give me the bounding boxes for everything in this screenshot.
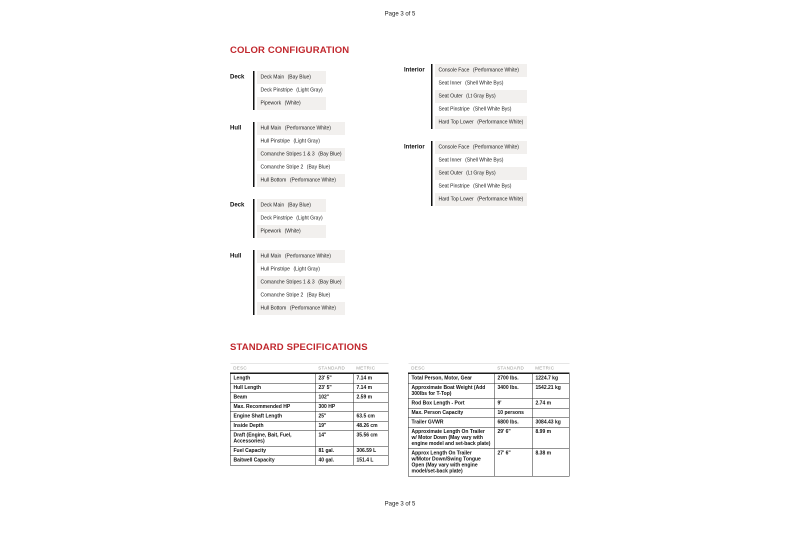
- color-item-list: [257, 122, 345, 187]
- color-item-name: Comanche Stripes 1 & 3: [260, 279, 315, 285]
- color-item: [257, 289, 345, 302]
- spec-desc: Draft (Engine, Bait, Fuel, Accessories): [230, 431, 315, 447]
- spec-row: [408, 449, 569, 477]
- color-item-value: (Performance White): [284, 253, 331, 259]
- spec-metric: 3084.43 kg: [532, 418, 569, 428]
- color-item-value: (Performance White): [472, 67, 519, 73]
- spec-standard: 23' 5": [315, 373, 353, 383]
- spec-desc: Fuel Capacity: [230, 446, 315, 456]
- spec-metric: 8.38 m: [532, 449, 569, 477]
- section-divider-bar: [253, 122, 255, 187]
- color-item-list: [435, 141, 527, 206]
- spec-table-left: [230, 363, 389, 466]
- spec-desc: Baitwell Capacity: [230, 456, 315, 466]
- color-item-name: Hull Pinstripe: [260, 138, 290, 144]
- spec-row: [408, 373, 569, 383]
- color-item-value: (Performance White): [472, 144, 519, 150]
- spec-desc: Length: [230, 373, 315, 383]
- page-number-footer: Page 3 of 5: [384, 500, 416, 507]
- color-item-value: (Performance White): [477, 196, 524, 202]
- color-section-label: Hull: [230, 124, 242, 131]
- color-item-name: Console Face: [438, 67, 470, 73]
- spec-standard: 14": [315, 431, 353, 447]
- color-item-value: (Performance White): [477, 119, 524, 125]
- color-item-value: (Bay Blue): [318, 151, 342, 157]
- spec-metric: 7.14 m: [353, 373, 388, 383]
- col-header-standard: STANDARD: [494, 363, 532, 373]
- color-item-value: (White): [284, 100, 301, 106]
- color-item-name: Deck Pinstripe: [260, 215, 293, 221]
- color-section-hull-1: [230, 122, 345, 187]
- spec-row: [230, 456, 388, 466]
- spec-desc: Max. Person Capacity: [408, 408, 494, 418]
- color-item: [257, 276, 345, 289]
- spec-metric: 306.59 L: [353, 446, 388, 456]
- color-section-label: Deck: [230, 201, 245, 208]
- color-item-value: (Lt Gray Bys): [466, 170, 496, 176]
- section-divider-bar: [253, 250, 255, 315]
- color-item-name: Seat Pinstripe: [438, 183, 470, 189]
- spec-standard: 81 gal.: [315, 446, 353, 456]
- color-item: [257, 148, 345, 161]
- spec-metric: 2.59 m: [353, 393, 388, 403]
- color-section-interior-2: [404, 141, 527, 206]
- spec-standard: 3400 lbs.: [494, 383, 532, 399]
- color-item-name: Deck Main: [260, 202, 285, 208]
- color-item-list: [257, 250, 345, 315]
- spec-standard: 27' 6": [494, 449, 532, 477]
- spec-desc: Trailer GVWR: [408, 418, 494, 428]
- spec-row: [230, 431, 388, 447]
- spec-desc: Beam: [230, 393, 315, 403]
- color-item-list: [257, 71, 326, 110]
- spec-metric: [532, 408, 569, 418]
- color-section-label: Interior: [404, 66, 425, 73]
- spec-row: [408, 383, 569, 399]
- color-item-value: (Light Gray): [296, 215, 323, 221]
- color-item-list: [435, 64, 527, 129]
- spec-header-row: [408, 363, 569, 373]
- color-item-name: Seat Inner: [438, 80, 462, 86]
- col-header-standard: STANDARD: [315, 363, 353, 373]
- spec-row: [408, 408, 569, 418]
- color-item: [257, 225, 326, 238]
- color-item: [257, 212, 326, 225]
- color-item: [435, 90, 527, 103]
- color-item-value: (Lt Gray Bys): [466, 93, 496, 99]
- col-header-metric: METRIC: [532, 363, 569, 373]
- spec-standard: 102": [315, 393, 353, 403]
- color-item: [257, 199, 326, 212]
- spec-metric: 1224.7 kg: [532, 373, 569, 383]
- spec-desc: Approx Length On Trailer w/Motor Down/Swing Tongue Open (May vary with engine model/set-back plate): [408, 449, 494, 477]
- spec-standard: 9': [494, 399, 532, 409]
- spec-desc: Approximate Boat Weight (Add 300lbs for T-Top): [408, 383, 494, 399]
- color-item: [257, 263, 345, 276]
- color-item-value: (Performance White): [289, 305, 336, 311]
- spec-standard: 300 HP: [315, 402, 353, 412]
- spec-standard: 29' 6": [494, 427, 532, 449]
- spec-metric: [353, 402, 388, 412]
- spec-standard: 23' 5": [315, 383, 353, 393]
- color-item-name: Seat Pinstripe: [438, 106, 470, 112]
- color-item-name: Hard Top Lower: [438, 119, 474, 125]
- color-item-value: (Bay Blue): [287, 202, 311, 208]
- spec-metric: 48.26 cm: [353, 421, 388, 431]
- color-item-value: (Performance White): [284, 125, 331, 131]
- color-item-value: (Shell White Bys): [465, 157, 504, 163]
- spec-desc: Total Person, Motor, Gear: [408, 373, 494, 383]
- spec-standard: 19": [315, 421, 353, 431]
- color-item: [257, 174, 345, 187]
- color-item-name: Seat Inner: [438, 157, 462, 163]
- spec-metric: 8.99 m: [532, 427, 569, 449]
- color-item: [257, 97, 326, 110]
- color-item: [257, 71, 326, 84]
- spec-standard: 10 persons: [494, 408, 532, 418]
- color-item: [257, 302, 345, 315]
- color-item-value: (Performance White): [289, 177, 336, 183]
- color-item: [257, 122, 345, 135]
- spec-metric: 2.74 m: [532, 399, 569, 409]
- color-item-name: Comanche Stripe 2: [260, 292, 304, 298]
- color-item-value: (Shell White Bys): [465, 80, 504, 86]
- color-config-left-column: [230, 71, 345, 327]
- spec-metric: 63.5 cm: [353, 412, 388, 422]
- spec-row: [230, 421, 388, 431]
- color-item: [257, 161, 345, 174]
- color-item: [435, 141, 527, 154]
- color-item-value: (Shell White Bys): [473, 106, 512, 112]
- spec-row: [230, 402, 388, 412]
- color-item-name: Deck Pinstripe: [260, 87, 293, 93]
- spec-row: [230, 412, 388, 422]
- color-item-value: (Light Gray): [293, 138, 320, 144]
- spec-row: [408, 399, 569, 409]
- color-item-name: Hull Bottom: [260, 177, 287, 183]
- spec-row: [408, 418, 569, 428]
- color-item-value: (Bay Blue): [287, 74, 311, 80]
- spec-desc: Hull Length: [230, 383, 315, 393]
- color-item-value: (Bay Blue): [306, 164, 331, 170]
- color-section-label: Hull: [230, 252, 242, 259]
- standard-specifications-title: STANDARD SPECIFICATIONS: [230, 342, 368, 353]
- spec-desc: Inside Depth: [230, 421, 315, 431]
- color-item-name: Hull Main: [260, 125, 282, 131]
- spec-desc: Max. Recommended HP: [230, 402, 315, 412]
- color-item-name: Comanche Stripe 2: [260, 164, 304, 170]
- color-section-interior-1: [404, 64, 527, 129]
- section-divider-bar: [431, 141, 433, 206]
- color-section-deck-1: [230, 71, 345, 110]
- spec-metric: 1542.21 kg: [532, 383, 569, 399]
- color-item: [257, 84, 326, 97]
- spec-row: [230, 373, 388, 383]
- color-item-name: Hull Bottom: [260, 305, 287, 311]
- page-number-header: Page 3 of 5: [384, 10, 416, 17]
- color-item-value: (Bay Blue): [318, 279, 342, 285]
- color-item-name: Hull Main: [260, 253, 282, 259]
- color-item-name: Hard Top Lower: [438, 196, 474, 202]
- color-section-label: Interior: [404, 143, 425, 150]
- spec-standard: 2700 lbs.: [494, 373, 532, 383]
- spec-row: [230, 446, 388, 456]
- color-item-name: Deck Main: [260, 74, 285, 80]
- section-divider-bar: [253, 199, 255, 238]
- color-item-name: Hull Pinstripe: [260, 266, 290, 272]
- spec-metric: 35.56 cm: [353, 431, 388, 447]
- color-item-value: (Light Gray): [293, 266, 320, 272]
- spec-row: [408, 427, 569, 449]
- color-item-list: [257, 199, 326, 238]
- color-item: [435, 167, 527, 180]
- color-item-name: Pipework: [260, 100, 282, 106]
- color-item-value: (Bay Blue): [306, 292, 331, 298]
- color-item: [435, 64, 527, 77]
- color-item-value: (Light Gray): [296, 87, 323, 93]
- section-divider-bar: [253, 71, 255, 110]
- color-item: [257, 250, 345, 263]
- color-item: [435, 77, 527, 90]
- color-section-hull-2: [230, 250, 345, 315]
- spec-desc: Rod Box Length - Port: [408, 399, 494, 409]
- color-configuration-title: COLOR CONFIGURATION: [230, 45, 350, 56]
- section-divider-bar: [431, 64, 433, 129]
- color-item-name: Seat Outer: [438, 170, 463, 176]
- col-header-desc: DESC: [408, 363, 494, 373]
- spec-row: [230, 393, 388, 403]
- color-item-name: Comanche Stripes 1 & 3: [260, 151, 315, 157]
- color-item: [435, 180, 527, 193]
- spec-desc: Engine Shaft Length: [230, 412, 315, 422]
- color-section-label: Deck: [230, 73, 245, 80]
- color-item: [257, 135, 345, 148]
- col-header-desc: DESC: [230, 363, 315, 373]
- color-item: [435, 103, 527, 116]
- color-item-name: Seat Outer: [438, 93, 463, 99]
- spec-standard: 6800 lbs.: [494, 418, 532, 428]
- spec-metric: 7.14 m: [353, 383, 388, 393]
- col-header-metric: METRIC: [353, 363, 388, 373]
- color-item-name: Console Face: [438, 144, 470, 150]
- color-item: [435, 193, 527, 206]
- color-item: [435, 116, 527, 129]
- spec-standard: 25": [315, 412, 353, 422]
- color-item-name: Pipework: [260, 228, 282, 234]
- color-item-value: (White): [284, 228, 301, 234]
- spec-table-right: [408, 363, 570, 477]
- spec-desc: Approximate Length On Trailer w/ Motor Down (May vary with engine model and set-back plate): [408, 427, 494, 449]
- spec-row: [230, 383, 388, 393]
- spec-metric: 151.4 L: [353, 456, 388, 466]
- color-item: [435, 154, 527, 167]
- color-section-deck-2: [230, 199, 345, 238]
- spec-header-row: [230, 363, 388, 373]
- color-config-right-column: [404, 64, 527, 218]
- spec-standard: 40 gal.: [315, 456, 353, 466]
- color-item-value: (Shell White Bys): [473, 183, 512, 189]
